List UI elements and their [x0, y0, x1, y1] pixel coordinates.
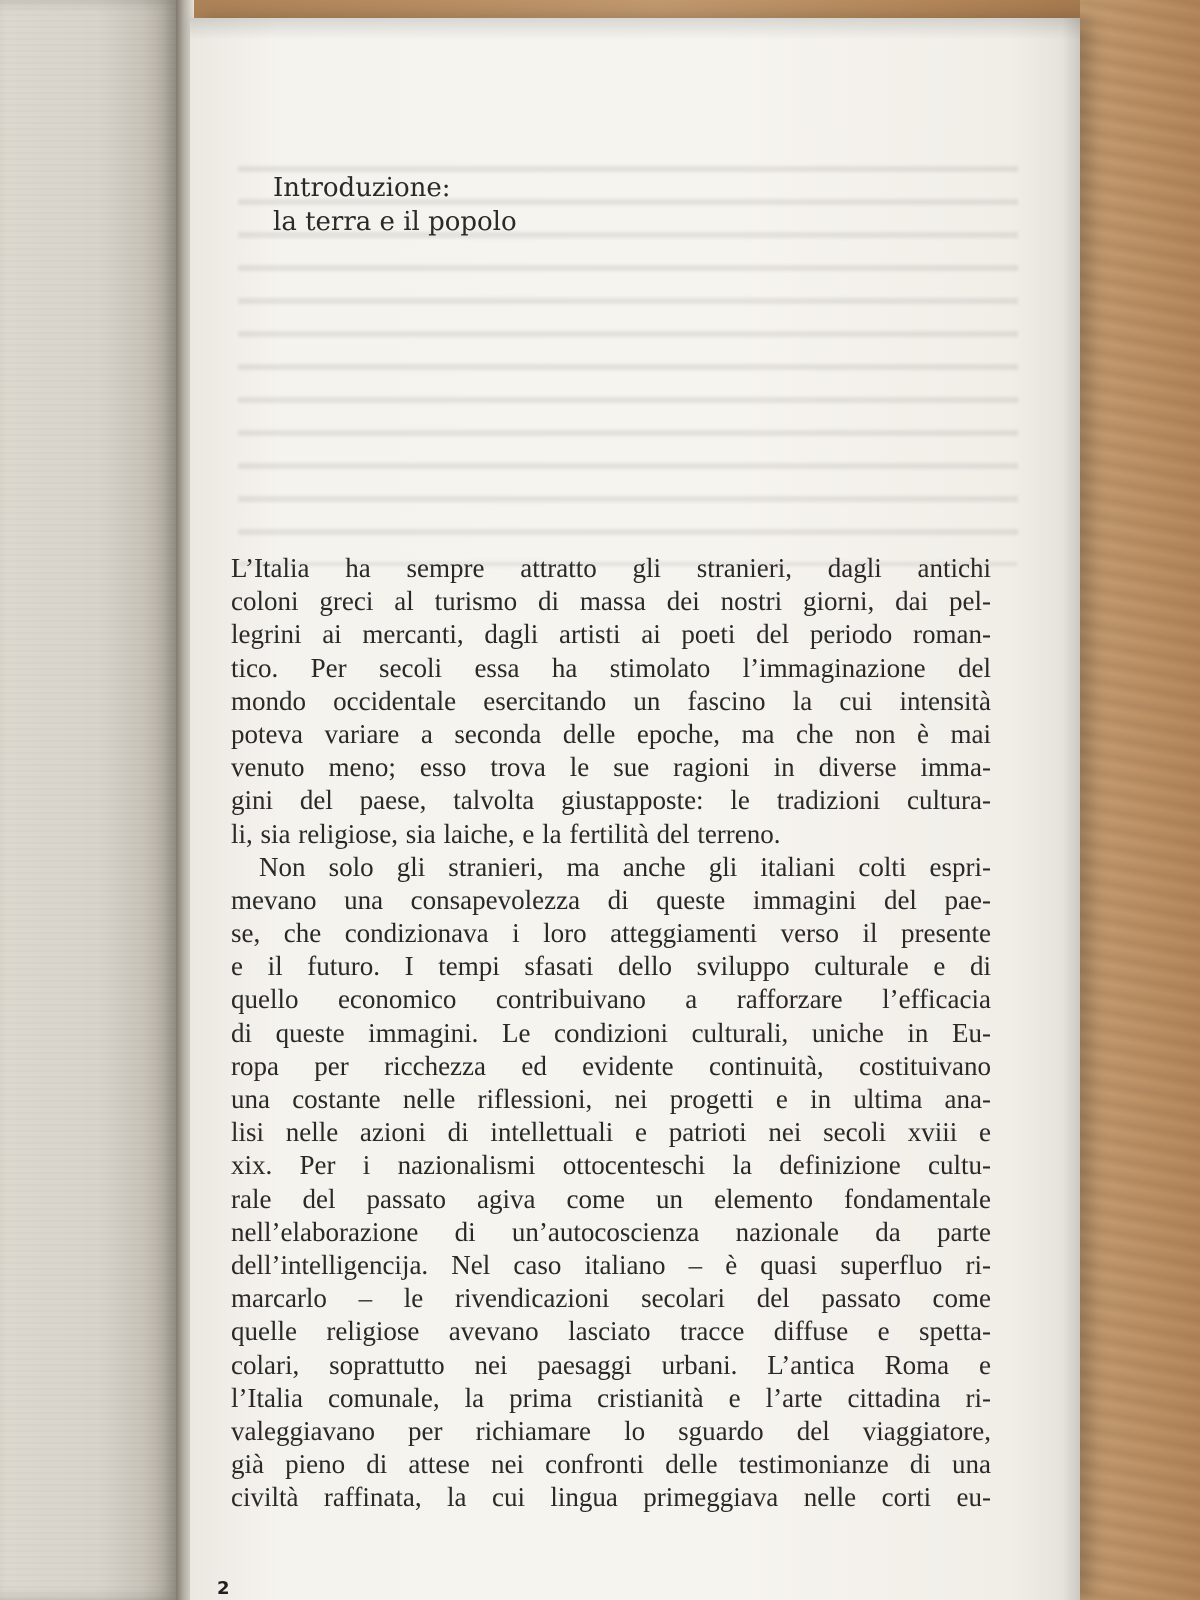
text-line: poteva variare a seconda delle epoche, ma che non è mai: [231, 718, 991, 749]
text-line: già pieno di attese nei confronti delle testimonianze di una: [231, 1449, 991, 1480]
paragraph-1: [231, 552, 991, 851]
right-edge-shadow: [1062, 18, 1080, 1600]
text-line: L’Italia ha sempre attratto gli stranieri, dagli antichi: [231, 553, 991, 583]
text-line: tico. Per secoli essa ha stimolato l’immaginazione del: [231, 652, 991, 683]
text-line: una costante nelle riflessioni, nei progetti e in ultima ana-: [231, 1084, 991, 1114]
text-line: venuto meno; esso trova le sue ragioni in diverse imma-: [231, 752, 991, 783]
text-line: se, che condizionava i loro atteggiamenti verso il presente: [231, 918, 991, 949]
heading-line: la terra e il popolo: [273, 207, 517, 237]
text-line: xix. Per i nazionalismi ottocenteschi la definizione cultu-: [231, 1150, 991, 1181]
left-book-page: [0, 0, 178, 1600]
text-line: mevano una consapevolezza di queste immagini del pae-: [231, 884, 991, 915]
text-line: l’Italia comunale, la prima cristianità e l’arte cittadina ri-: [231, 1382, 991, 1413]
text-line: ropa per ricchezza ed evidente continuità, costituivano: [231, 1050, 991, 1081]
right-book-page: [190, 18, 1080, 1600]
chapter-heading: [273, 171, 517, 239]
page-number: 2: [217, 1578, 230, 1599]
body-text: [231, 552, 991, 1514]
page-top-shadow: [190, 18, 1080, 40]
text-line: colari, soprattutto nei paesaggi urbani. L’antica Roma e: [231, 1349, 991, 1380]
text-line: rale del passato agiva come un elemento fondamentale: [231, 1183, 991, 1214]
text-line: mondo occidentale esercitando un fascino la cui intensità: [231, 685, 991, 716]
heading-line: Introduzione:: [273, 173, 451, 203]
text-line: li, sia religiose, sia laiche, e la fertilità del terreno.: [231, 818, 781, 849]
text-line: coloni greci al turismo di massa dei nostri giorni, dai pel-: [231, 586, 991, 617]
text-line: di queste immagini. Le condizioni culturali, uniche in Eu-: [231, 1017, 991, 1048]
text-line: quello economico contribuivano a rafforzare l’efficacia: [231, 984, 991, 1015]
text-line: marcarlo – le rivendicazioni secolari del passato come: [231, 1283, 991, 1314]
wooden-table-background: [1080, 0, 1200, 1600]
text-line: gini del paese, talvolta giustapposte: le tradizioni cultura-: [231, 785, 991, 816]
paragraph-2: [231, 851, 991, 1515]
text-line: lisi nelle azioni di intellettuali e patrioti nei secoli xviii e: [231, 1117, 991, 1148]
text-line: nell’elaborazione di un’autocoscienza nazionale da parte: [231, 1216, 991, 1247]
text-line: dell’intelligencija. Nel caso italiano – è quasi superfluo ri-: [231, 1249, 991, 1280]
text-line: quelle religiose avevano lasciato tracce diffuse e spetta-: [231, 1316, 991, 1347]
text-line: e il futuro. I tempi sfasati dello sviluppo culturale e di: [231, 951, 991, 982]
text-line: valeggiavano per richiamare lo sguardo del viaggiatore,: [231, 1415, 991, 1446]
text-line: legrini ai mercanti, dagli artisti ai poeti del periodo roman-: [231, 619, 991, 650]
text-line: civiltà raffinata, la cui lingua primeggiava nelle corti eu-: [231, 1482, 991, 1513]
text-line: Non solo gli stranieri, ma anche gli italiani colti espri-: [259, 851, 991, 882]
